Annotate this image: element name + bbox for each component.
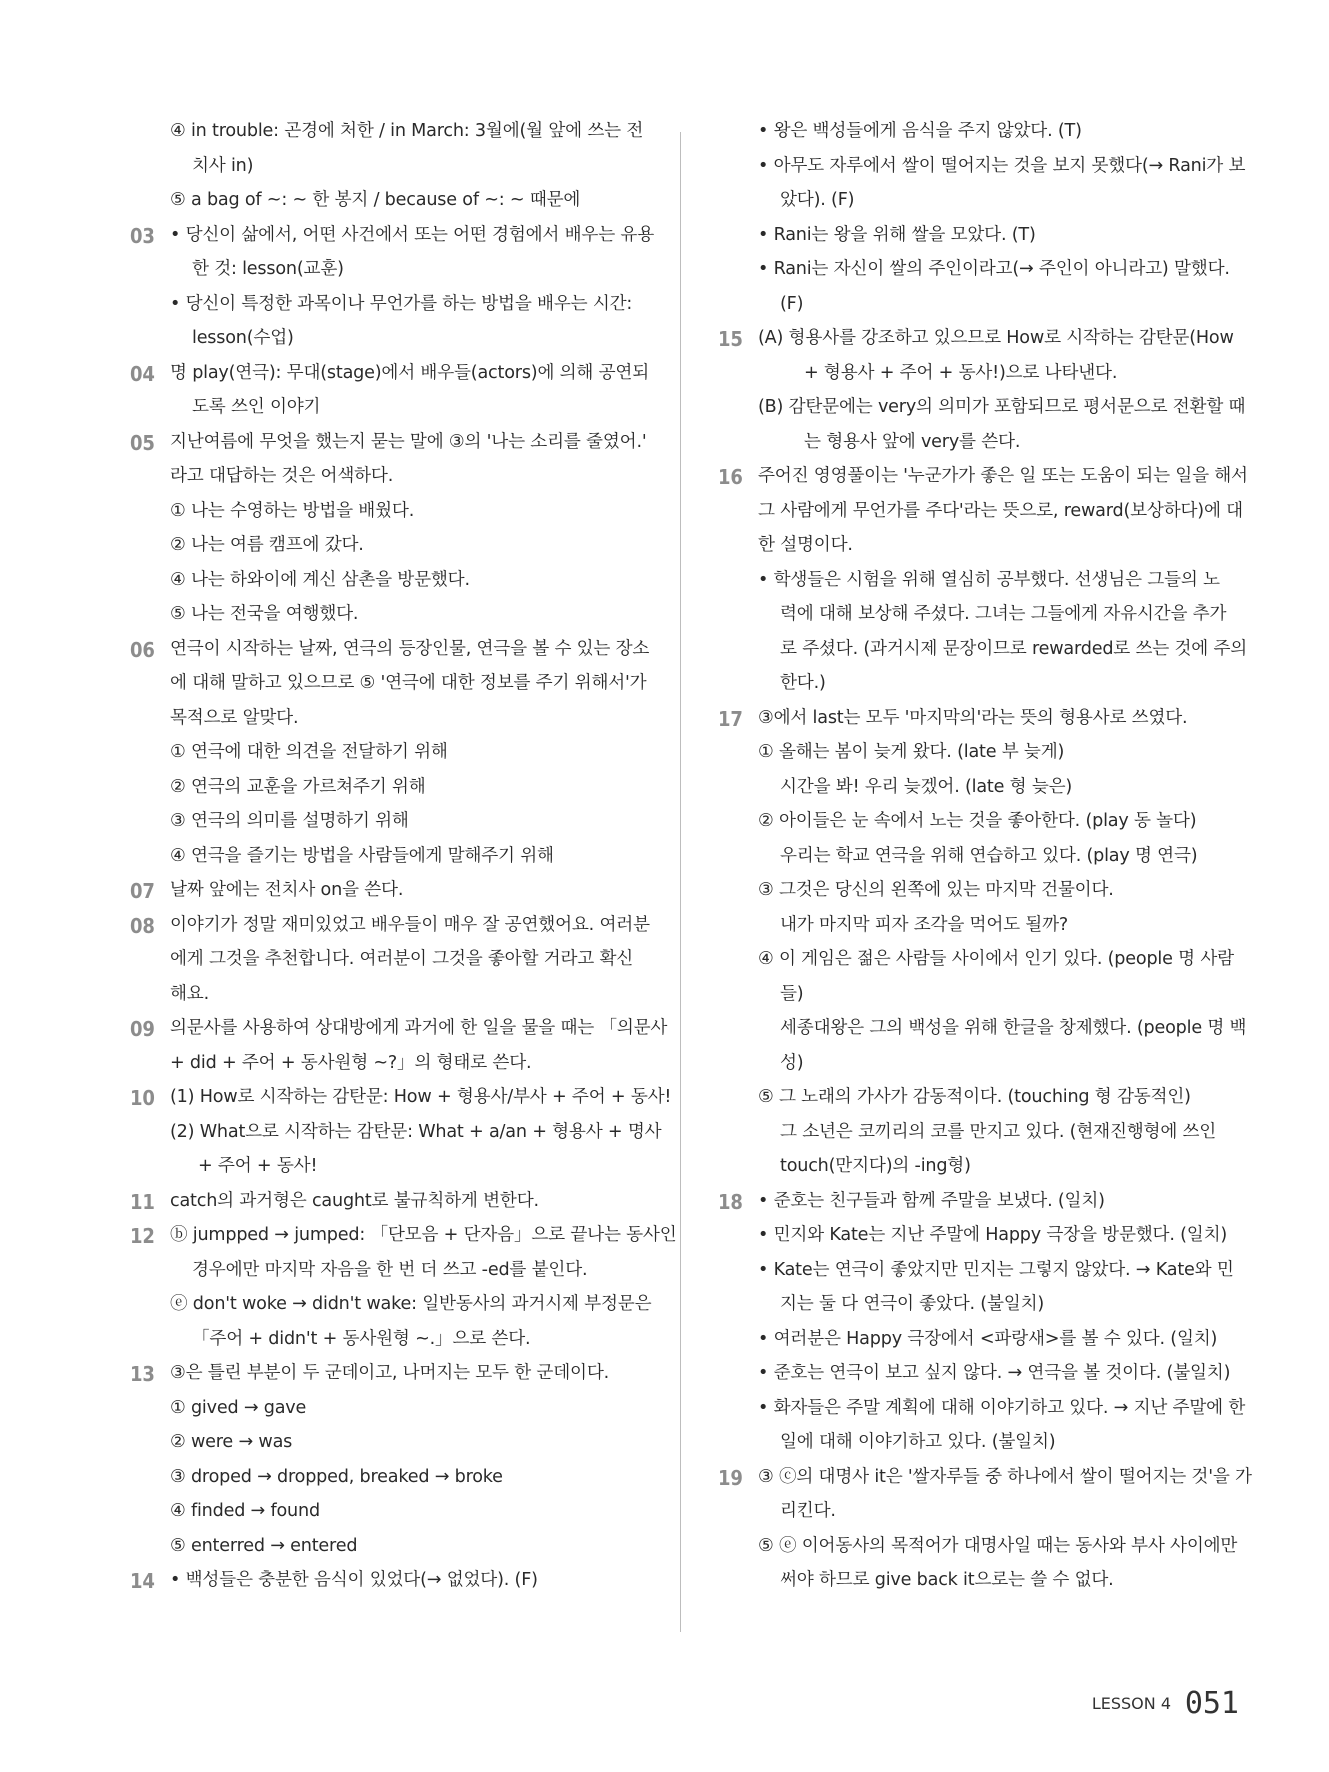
answer-item-start — [130, 1011, 668, 1046]
answer-text: • 당신이 삶에서, 어떤 사건에서 또는 어떤 경험에서 배우는 유용 — [170, 224, 654, 245]
answer-text: 주어진 영영풀이는 '누군가가 좋은 일 또는 도움이 되는 일을 해서 — [758, 466, 1248, 486]
answer-text: • 준호는 친구들과 함께 주말을 보냈다. (일치) — [758, 1190, 1105, 1211]
answer-item-start — [130, 425, 647, 460]
answer-item-start — [130, 1218, 677, 1253]
answer-text: 에게 그것을 추천합니다. 여러분이 그것을 좋아할 거라고 확신 — [170, 949, 634, 969]
answer-line — [718, 977, 1236, 1012]
answer-line — [718, 942, 1236, 977]
answer-line — [718, 528, 1236, 563]
answer-text: 명 play(연극): 무대(stage)에서 배우들(actors)에 의해 공연되 — [170, 362, 650, 383]
answer-text: 세종대왕은 그의 백성을 위해 한글을 창제했다. (people 명 백 — [780, 1018, 1247, 1038]
answer-line — [718, 563, 1236, 598]
answer-line — [718, 597, 1236, 632]
question-number: 14 — [130, 1569, 155, 1593]
answer-line — [718, 1322, 1236, 1357]
answer-line — [718, 908, 1236, 943]
answer-text: 의문사를 사용하여 상대방에게 과거에 한 일을 물을 때는 「의문사 — [170, 1018, 668, 1038]
answer-line — [718, 804, 1236, 839]
answer-text: 리킨다. — [780, 1501, 836, 1521]
answer-text: • Kate는 연극이 좋았지만 민지는 그렇지 않았다. → Kate와 민 — [758, 1259, 1234, 1280]
answer-text: + 주어 + 동사! — [198, 1156, 318, 1176]
question-number: 17 — [718, 706, 743, 731]
answer-text: ③ 연극의 의미를 설명하기 위해 — [170, 811, 409, 831]
answer-text: ① 나는 수영하는 방법을 배웠다. — [170, 500, 415, 521]
answer-text: ③에서 last는 모두 '마지막의'라는 뜻의 형용사로 쓰였다. — [758, 707, 1188, 728]
answer-line — [718, 149, 1246, 184]
answer-text: (1) How로 시작하는 감탄문: How + 형용사/부사 + 주어 + 동사! — [170, 1087, 672, 1107]
answer-text: 라고 대답하는 것은 어색하다. — [170, 466, 394, 486]
answer-line — [718, 425, 1236, 460]
answer-text: 한다.) — [780, 673, 826, 693]
answer-text: 들) — [780, 983, 804, 1004]
answer-text: • 당신이 특정한 과목이나 무언가를 하는 방법을 배우는 시간: — [170, 293, 633, 314]
answer-line — [130, 1391, 600, 1426]
answer-line — [718, 1115, 1236, 1150]
answer-line — [130, 666, 647, 701]
answer-text: ③ 그것은 당신의 왼쪽에 있는 마지막 건물이다. — [758, 880, 1114, 900]
answer-item-start — [130, 632, 650, 667]
answer-text: + did + 주어 + 동사원형 ~?」의 형태로 쓴다. — [170, 1052, 532, 1073]
answer-line — [130, 494, 600, 529]
answer-text: 았다). (F) — [780, 190, 855, 210]
answer-item-start — [130, 873, 600, 908]
answer-item-start — [718, 701, 1236, 736]
answer-text: ⑤ 그 노래의 가사가 감동적이다. (touching 형 감동적인) — [758, 1087, 1191, 1107]
answer-line — [718, 1149, 1236, 1184]
answer-text: touch(만지다)의 -ing형) — [780, 1156, 971, 1176]
answer-line — [130, 149, 600, 184]
answer-line — [130, 942, 634, 977]
answer-text: • 화자들은 주말 계획에 대해 이야기하고 있다. → 지난 주말에 한 — [758, 1397, 1246, 1418]
answer-text: 내가 마지막 피자 조각을 먹어도 될까? — [780, 914, 1069, 935]
answer-text: 이야기가 정말 재미있었고 배우들이 매우 잘 공연했어요. 여러분 — [170, 914, 650, 935]
answer-text: 목적으로 알맞다. — [170, 707, 299, 728]
answer-line — [718, 1080, 1236, 1115]
answer-line — [718, 666, 1236, 701]
answer-line — [130, 321, 600, 356]
question-number: 19 — [718, 1465, 743, 1490]
answer-text: ④ 연극을 즐기는 방법을 사람들에게 말해주기 위해 — [170, 845, 554, 866]
question-number: 18 — [718, 1189, 743, 1214]
answer-line — [718, 1391, 1246, 1426]
answer-line — [130, 1494, 600, 1529]
answer-item-start — [130, 908, 650, 943]
answer-line — [130, 1322, 600, 1357]
answer-item-start — [130, 356, 650, 391]
answer-text: (2) What으로 시작하는 감탄문: What + a/an + 형용사 + 명사 — [170, 1121, 662, 1142]
answer-text: 한 설명이다. — [758, 535, 853, 555]
answer-text: • 왕은 백성들에게 음식을 주지 않았다. (T) — [758, 121, 1082, 141]
answer-line — [718, 252, 1236, 287]
answer-line — [130, 1460, 600, 1495]
answer-line — [718, 1494, 1236, 1529]
answer-text: ③ droped → dropped, breaked → broke — [170, 1466, 503, 1487]
answer-text: • 여러분은 Happy 극장에서 <파랑새>를 볼 수 있다. (일치) — [758, 1328, 1218, 1349]
answer-line — [718, 1356, 1236, 1391]
question-number: 05 — [130, 430, 155, 455]
answer-line — [130, 252, 600, 287]
answer-line — [718, 1563, 1236, 1598]
answer-line — [718, 632, 1248, 667]
answer-text: 성) — [780, 1052, 804, 1073]
answer-item-start — [130, 218, 654, 253]
answer-text: 날짜 앞에는 전치사 on을 쓴다. — [170, 880, 404, 900]
left-answer-column — [130, 114, 677, 1598]
answer-text: ① 올해는 봄이 늦게 왔다. (late 부 늦게) — [758, 742, 1065, 762]
answer-text: 력에 대해 보상해 주셨다. 그녀는 그들에게 자유시간을 추가 — [780, 604, 1227, 624]
answer-text: 도록 쓰인 이야기 — [192, 397, 321, 417]
answer-line — [718, 1425, 1236, 1460]
question-number: 16 — [718, 465, 743, 489]
answer-text: 우리는 학교 연극을 위해 연습하고 있다. (play 명 연극) — [780, 845, 1198, 866]
answer-item-start — [718, 321, 1236, 356]
answer-text: ⓔ don't woke → didn't wake: 일반동사의 과거시제 부정문은 — [170, 1294, 652, 1314]
answer-text: (F) — [780, 293, 804, 314]
answer-text: • 아무도 자루에서 쌀이 떨어지는 것을 보지 못했다(→ Rani가 보 — [758, 155, 1246, 176]
answer-text: ⓑ jumpped → jumped: 「단모음 + 단자음」으로 끝나는 동사인 — [170, 1225, 677, 1245]
answer-text: 그 사람에게 무언가를 주다'라는 뜻으로, reward(보상하다)에 대 — [758, 500, 1243, 521]
answer-line — [130, 390, 600, 425]
answer-line — [130, 839, 600, 874]
answer-line — [130, 977, 600, 1012]
lesson-label: LESSON 4 — [1091, 1694, 1171, 1713]
answer-text: 로 주셨다. (과거시제 문장이므로 rewarded로 쓰는 것에 주의 — [780, 638, 1248, 659]
answer-text: 한 것: lesson(교훈) — [192, 259, 344, 279]
answer-line — [718, 1253, 1236, 1288]
answer-text: ⑤ 나는 전국을 여행했다. — [170, 604, 359, 624]
question-number: 08 — [130, 913, 155, 938]
answer-text: ④ finded → found — [170, 1501, 320, 1521]
answer-line — [718, 839, 1236, 874]
answer-line — [130, 287, 633, 322]
answer-item-start — [130, 1080, 672, 1115]
question-number: 06 — [130, 637, 155, 662]
answer-text: 연극이 시작하는 날짜, 연극의 등장인물, 연극을 볼 수 있는 장소 — [170, 638, 650, 659]
answer-line — [130, 770, 600, 805]
answer-item-start — [718, 459, 1248, 494]
answer-text: (A) 형용사를 강조하고 있으므로 How로 시작하는 감탄문(How — [758, 328, 1234, 348]
answer-text: ④ in trouble: 곤경에 처한 / in March: 3월에(월 앞에 쓰는 전 — [170, 121, 644, 141]
answer-text: 해요. — [170, 983, 209, 1004]
answer-line — [718, 873, 1236, 908]
answer-item-start — [718, 1460, 1252, 1495]
answer-line — [130, 1115, 662, 1150]
answer-line — [718, 1529, 1236, 1564]
answer-line — [130, 735, 600, 770]
answer-text: 에 대해 말하고 있으므로 ⑤ '연극에 대한 정보를 주기 위해서'가 — [170, 673, 647, 693]
answer-text: • 백성들은 충분한 음식이 있었다(→ 없었다). (F) — [170, 1570, 538, 1590]
answer-line — [130, 804, 600, 839]
answer-text: 치사 in) — [192, 155, 254, 176]
answer-line — [130, 1046, 600, 1081]
answer-text: 일에 대해 이야기하고 있다. (불일치) — [780, 1432, 1056, 1452]
answer-text: 지난여름에 무엇을 했는지 묻는 말에 ③의 '나는 소리를 줄였어.' — [170, 431, 647, 452]
answer-line — [130, 563, 600, 598]
answer-text: ② were → was — [170, 1432, 293, 1452]
answer-line — [130, 1149, 600, 1184]
answer-line — [130, 1253, 600, 1288]
answer-text: 써야 하므로 give back it으로는 쓸 수 없다. — [780, 1570, 1114, 1590]
answer-text: catch의 과거형은 caught로 불규칙하게 변한다. — [170, 1190, 539, 1211]
answer-item-start — [718, 1184, 1236, 1219]
question-number: 12 — [130, 1224, 155, 1248]
answer-line — [718, 1218, 1236, 1253]
answer-line — [718, 1287, 1236, 1322]
answer-line — [130, 1529, 600, 1564]
answer-line — [130, 459, 600, 494]
answer-line — [718, 735, 1236, 770]
answer-text: • 학생들은 시험을 위해 열심히 공부했다. 선생님은 그들의 노 — [758, 569, 1220, 590]
answer-line — [130, 1287, 652, 1322]
answer-text: 지는 둘 다 연극이 좋았다. (불일치) — [780, 1294, 1045, 1314]
column-divider — [680, 132, 681, 1632]
answer-text: ③ ⓒ의 대명사 it은 '쌀자루들 중 하나에서 쌀이 떨어지는 것'을 가 — [758, 1466, 1252, 1487]
answer-text: + 형용사 + 주어 + 동사!)으로 나타낸다. — [804, 362, 1118, 383]
answer-text: ① gived → gave — [170, 1397, 307, 1418]
answer-line — [718, 390, 1246, 425]
answer-text: ⑤ ⓔ 이어동사의 목적어가 대명사일 때는 동사와 부사 사이에만 — [758, 1535, 1238, 1556]
question-number: 11 — [130, 1189, 155, 1214]
answer-line — [130, 701, 600, 736]
answer-line — [718, 183, 1236, 218]
answer-text: 경우에만 마지막 자음을 한 번 더 쓰고 -ed를 붙인다. — [192, 1259, 588, 1280]
answer-line — [130, 1425, 600, 1460]
answer-text: • Rani는 자신이 쌀의 주인이라고(→ 주인이 아니라고) 말했다. — [758, 259, 1230, 279]
answer-text: lesson(수업) — [192, 328, 294, 348]
answer-line — [718, 494, 1243, 529]
answer-text: 그 소년은 코끼리의 코를 만지고 있다. (현재진행형에 쓰인 — [780, 1121, 1217, 1142]
answer-text: ① 연극에 대한 의견을 전달하기 위해 — [170, 742, 448, 762]
answer-text: • 민지와 Kate는 지난 주말에 Happy 극장을 방문했다. (일치) — [758, 1225, 1228, 1245]
answer-text: (B) 감탄문에는 very의 의미가 포함되므로 평서문으로 전환할 때 — [758, 397, 1246, 417]
answer-line — [718, 1011, 1247, 1046]
answer-text: 「주어 + didn't + 동사원형 ~.」으로 쓴다. — [192, 1328, 531, 1349]
answer-line — [130, 528, 600, 563]
answer-line — [718, 356, 1236, 391]
answer-line — [718, 114, 1236, 149]
answer-item-start — [130, 1184, 600, 1219]
question-number: 10 — [130, 1086, 155, 1110]
page-number: 051 — [1184, 1686, 1239, 1721]
answer-text: ④ 이 게임은 젊은 사람들 사이에서 인기 있다. (people 명 사람 — [758, 949, 1234, 969]
answer-line — [130, 114, 644, 149]
answer-item-start — [130, 1356, 610, 1391]
question-number: 15 — [718, 327, 743, 351]
answer-text: ② 아이들은 눈 속에서 노는 것을 좋아한다. (play 동 놀다) — [758, 811, 1197, 831]
answer-text: • 준호는 연극이 보고 싶지 않다. → 연극을 볼 것이다. (불일치) — [758, 1363, 1231, 1383]
answer-text: ③은 틀린 부분이 두 군데이고, 나머지는 모두 한 군데이다. — [170, 1363, 610, 1383]
answer-text: ② 연극의 교훈을 가르쳐주기 위해 — [170, 776, 426, 797]
question-number: 13 — [130, 1362, 155, 1386]
answer-text: ⑤ enterred → entered — [170, 1535, 358, 1556]
right-answer-column — [718, 114, 1252, 1598]
answer-line — [718, 770, 1236, 805]
answer-line — [718, 218, 1236, 253]
question-number: 07 — [130, 879, 155, 903]
question-number: 09 — [130, 1017, 155, 1041]
answer-text: • Rani는 왕을 위해 쌀을 모았다. (T) — [758, 224, 1036, 245]
answer-text: 는 형용사 앞에 very를 쓴다. — [804, 431, 1021, 452]
answer-line — [130, 183, 600, 218]
question-number: 04 — [130, 361, 155, 386]
answer-line — [718, 1046, 1236, 1081]
answer-text: ④ 나는 하와이에 계신 삼촌을 방문했다. — [170, 569, 470, 590]
answer-line — [718, 287, 1236, 322]
answer-line — [130, 597, 600, 632]
answer-text: ② 나는 여름 캠프에 갔다. — [170, 535, 364, 555]
answer-text: ⑤ a bag of ~: ~ 한 봉지 / because of ~: ~ 때문에 — [170, 190, 581, 210]
answer-item-start — [130, 1563, 600, 1598]
answer-text: 시간을 봐! 우리 늦겠어. (late 형 늦은) — [780, 776, 1073, 797]
question-number: 03 — [130, 223, 155, 248]
